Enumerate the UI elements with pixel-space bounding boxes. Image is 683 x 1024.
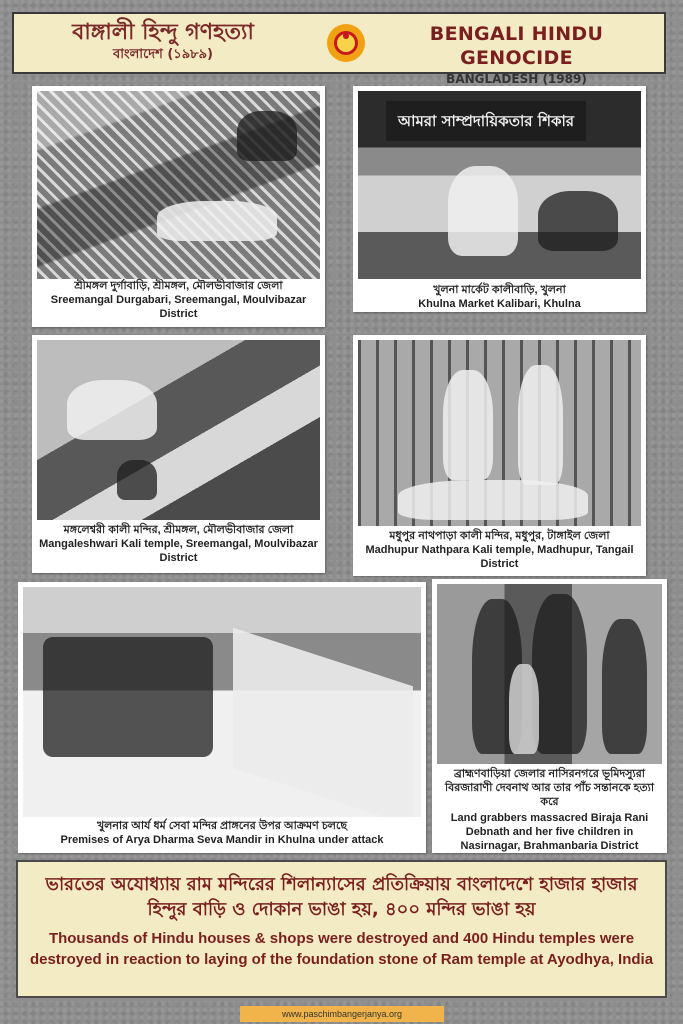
photo-wall — [233, 628, 413, 817]
footer-url-link[interactable]: www.paschimbangerjanya.org — [240, 1006, 444, 1022]
photo-caption-3 — [37, 523, 320, 565]
caption-en: Land grabbers massacred Biraja Rani Debnath and her five children in Nasirnagar, Brahmanbaria District — [450, 812, 649, 852]
summary-panel — [16, 860, 667, 998]
photo-caption-4 — [358, 529, 641, 571]
photo-idol-figure — [448, 166, 518, 256]
photo-card-6 — [432, 579, 667, 853]
caption-bn: খুলনার আর্য ধর্ম সেবা মন্দির প্রাঙ্গনের উপর আক্রমণ চলছে — [96, 820, 348, 832]
header-title-en: BENGALI HINDU GENOCIDE — [429, 23, 604, 69]
photo-card-3 — [32, 335, 325, 573]
photo-caption-6 — [437, 767, 662, 853]
photo-card-2 — [353, 86, 646, 312]
caption-bn: মঙ্গলেশ্বরী কালী মন্দির, শ্রীমঙ্গল, মৌলভীবাজার জেলা — [63, 524, 294, 536]
photo-caption-1 — [37, 279, 320, 321]
caption-en: Madhupur Nathpara Kali temple, Madhupur, Tangail District — [365, 544, 634, 570]
summary-bn: ভারতের অযোধ্যায় রাম মন্দিরের শিলান্যাসের প্রতিক্রিয়ায় বাংলাদেশে হাজার হাজার হিন্দুর বাড়ি ও দোকান ভাঙা হয়, ৪০০ মন্দির ভাঙা হয় — [45, 874, 638, 920]
caption-en: Mangaleshwari Kali temple, Sreemangal, Moulvibazar District — [39, 538, 318, 564]
header-banner — [12, 12, 666, 86]
photo-idol-figure-left — [443, 370, 493, 480]
photo-card-5 — [18, 582, 426, 853]
photo-person — [532, 594, 587, 754]
header-subtitle-bn: বাংলাদেশ (১৯৮৯) — [113, 47, 213, 62]
photo-khulna-market-kalibari — [358, 91, 641, 279]
photo-idol-figure — [67, 380, 157, 440]
header-bengali — [28, 20, 298, 64]
header-title-bn: বাঙ্গালী হিন্দু গণহত্যা — [72, 20, 254, 45]
photo-mangaleshwari-kali — [37, 340, 320, 520]
caption-bn: খুলনা মার্কেট কালীবাড়ি, খুলনা — [433, 284, 566, 296]
caption-bn: শ্রীমঙ্গল দুর্গাবাড়ি, শ্রীমঙ্গল, মৌলভীবাজার জেলা — [74, 280, 283, 292]
photo-biraja-rani-family — [437, 584, 662, 764]
photo-card-1 — [32, 86, 325, 327]
photo-arya-dharma-seva-mandir — [23, 587, 421, 817]
header-subtitle-en: BANGLADESH (1989) — [446, 72, 587, 86]
photo-sreemangal-durgabari — [37, 91, 320, 279]
header-english — [374, 22, 659, 88]
caption-bn: মধুপুর নাথপাড়া কালী মন্দির, মধুপুর, টাঙ্গাইল জেলা — [389, 530, 610, 542]
photo-card-4 — [353, 335, 646, 576]
photo-debris-figure — [157, 201, 277, 241]
logo-dot — [343, 33, 349, 39]
caption-en: Khulna Market Kalibari, Khulna — [418, 298, 581, 310]
photo-idol-figure-right — [518, 365, 563, 485]
photo-caption-2 — [358, 283, 641, 311]
photo-debris-shadow — [237, 111, 297, 161]
photo-debris-shadow — [538, 191, 618, 251]
photo-child — [509, 664, 539, 754]
caption-en: Premises of Arya Dharma Seva Mandir in Khulna under attack — [60, 834, 384, 846]
photo-crowd — [43, 637, 213, 757]
photo-protest-banner: আমরা সাম্প্রদায়িকতার শিকার — [386, 101, 586, 141]
om-sun-logo-icon — [327, 24, 365, 62]
photo-debris-shadow — [117, 460, 157, 500]
caption-en: Sreemangal Durgabari, Sreemangal, Moulvibazar District — [50, 294, 307, 320]
caption-bn: ব্রাহ্মণবাড়িয়া জেলার নাসিরনগরে ভূমিদস্যুরা বিরজারাণী দেবনাথ আর তার পাঁচ সন্তানকে হত্যা করে — [444, 768, 655, 808]
photo-person — [602, 619, 647, 754]
photo-caption-5 — [23, 819, 421, 847]
photo-madhupur-nathpara-kali — [358, 340, 641, 526]
photo-platform — [398, 480, 588, 520]
summary-en: Thousands of Hindu houses & shops were destroyed and 400 Hindu temples were destroyed in reaction to laying of the foundation stone of Ram temple at Ayodhya, India — [29, 930, 654, 968]
